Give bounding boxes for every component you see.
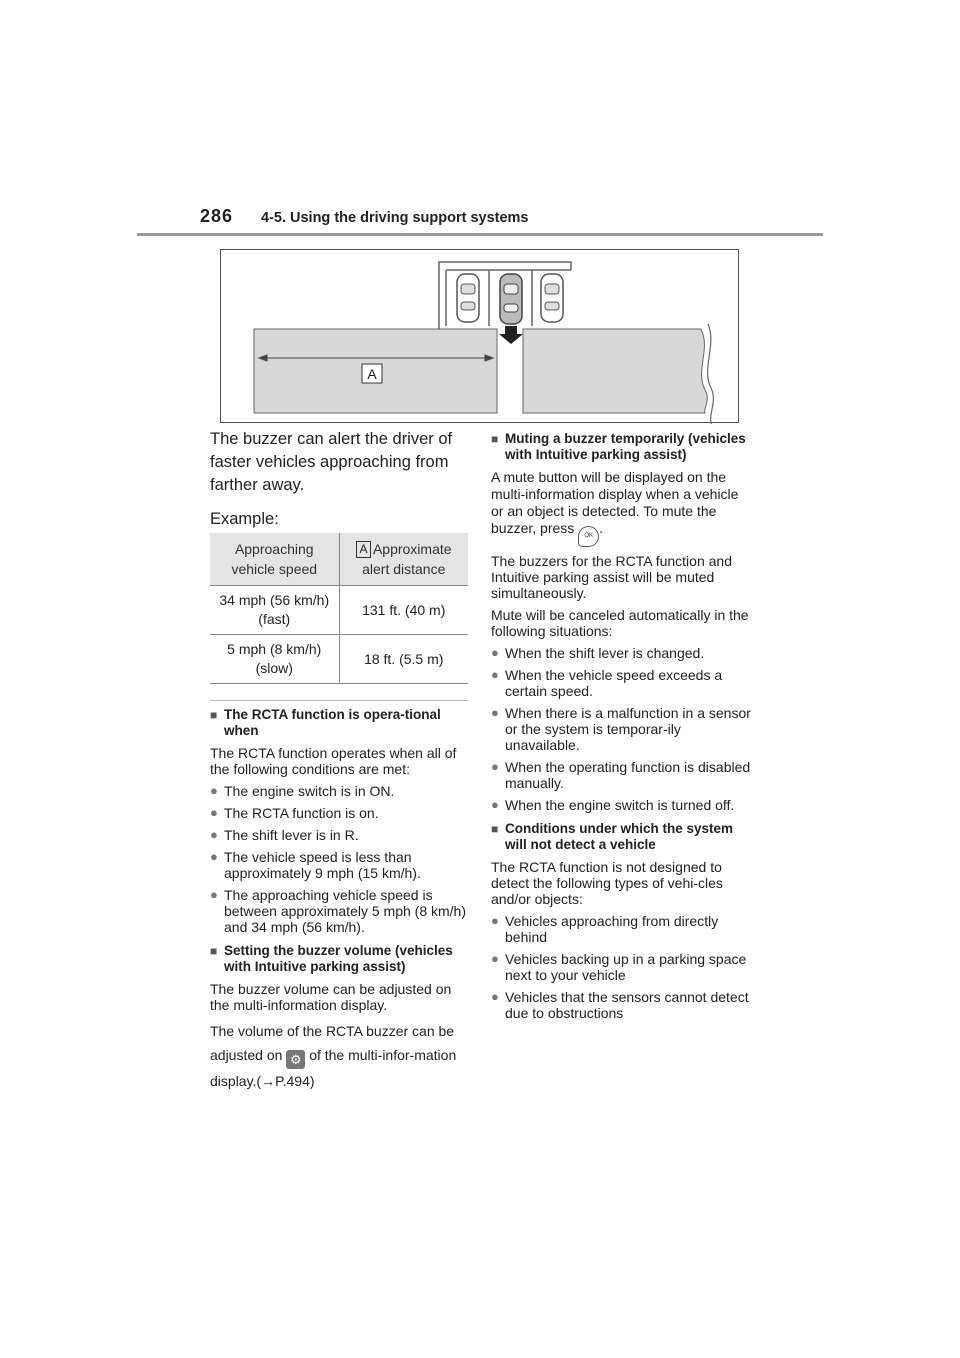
operational-intro: The RCTA function operates when all of the following conditions are met:	[210, 745, 457, 777]
section-heading-not-detect: ■ Conditions under which the system will not detect a vehicle	[491, 821, 734, 852]
cell-distance: 18 ft. (5.5 m)	[339, 635, 468, 684]
intro-block	[210, 428, 468, 529]
list-item: ● The vehicle speed is less than approximately 9 mph (15 km/h).	[210, 849, 421, 881]
section-title: 4-5. Using the driving support systems	[261, 210, 529, 226]
ok-button-icon: OK	[578, 526, 599, 547]
arrow-icon: →	[261, 1073, 276, 1089]
list-item: ● When the engine switch is turned off.	[491, 797, 735, 813]
buzzer-volume-p1: The buzzer volume can be adjusted on the multi-information display.	[210, 981, 452, 1013]
page-number: 286	[200, 206, 234, 226]
section-heading-muting: ■ Muting a buzzer temporarily (vehicles with Intuitive parking assist)	[491, 431, 746, 462]
table-header-row	[210, 533, 468, 586]
list-item: ● The shift lever is in R.	[210, 827, 359, 843]
section-divider	[210, 700, 468, 701]
muting-p1: A mute button will be displayed on the multi-information display when a vehicle or an object is detected. To mute the buzzer, press OK .	[491, 469, 753, 547]
parking-illustration	[221, 250, 740, 424]
cell-speed: 5 mph (8 km/h) (slow)	[210, 635, 339, 684]
your-vehicle	[500, 274, 522, 324]
muting-p3: Mute will be canceled automatically in the following situations:	[491, 607, 749, 639]
cell-speed: 34 mph (56 km/h) (fast)	[210, 586, 339, 635]
table-row	[210, 635, 468, 684]
list-item: ● The engine switch is in ON.	[210, 783, 395, 799]
list-item: ● The RCTA function is on.	[210, 805, 379, 821]
buzzer-volume-p2: The volume of the RCTA buzzer can be adjusted on ⚙ of the multi-infor-mation display.(→P.494)	[210, 1023, 457, 1089]
break-line-outer	[708, 324, 714, 424]
left-sections	[210, 707, 468, 1093]
rcta-diagram	[220, 249, 739, 423]
not-detect-p1: The RCTA function is not designed to detect the following types of vehi-cles and/or objects:	[491, 859, 723, 907]
reversing-arrow-icon	[499, 326, 523, 344]
list-item: ● The approaching vehicle speed is between approximately 5 mph (8 km/h) and 34 mph (56 km/h).	[210, 887, 466, 935]
label-a-box: A	[356, 541, 371, 558]
list-item: ● Vehicles approaching from directly behind	[491, 913, 719, 945]
cell-distance: 131 ft. (40 m)	[339, 586, 468, 635]
list-item: ● Vehicles that the sensors cannot detect due to obstructions	[491, 989, 749, 1021]
parked-car-right	[541, 274, 563, 322]
example-label: Example:	[210, 510, 279, 528]
table-row	[210, 586, 468, 635]
col-header-distance: A Approximate alert distance	[339, 533, 468, 586]
col-header-speed: Approaching vehicle speed	[210, 533, 339, 586]
muting-p2: The buzzers for the RCTA function and Intuitive parking assist will be muted simultaneously.	[491, 553, 732, 601]
parked-car-left	[457, 274, 479, 322]
section-heading-buzzer-volume: ■ Setting the buzzer volume (vehicles with Intuitive parking assist)	[210, 943, 453, 974]
header-rule	[137, 233, 823, 236]
settings-gear-icon: ⚙	[286, 1050, 305, 1069]
alert-distance-table	[210, 533, 468, 684]
list-item: ● When the vehicle speed exceeds a certain speed.	[491, 667, 723, 699]
right-sections	[491, 431, 753, 1021]
list-item: ● When the operating function is disabled manually.	[491, 759, 751, 791]
detection-zone-right	[523, 329, 707, 413]
intro-text: The buzzer can alert the driver of faster vehicles approaching from farther away.	[210, 430, 453, 494]
list-item: ● Vehicles backing up in a parking space next to your vehicle	[491, 951, 747, 983]
list-item: ● When there is a malfunction in a sensor or the system is temporar-ily unavailable.	[491, 705, 751, 753]
list-item: ● When the shift lever is changed.	[491, 645, 705, 661]
label-a-text: A	[367, 366, 377, 382]
section-heading-operational: ■ The RCTA function is opera-tional when	[210, 707, 441, 738]
